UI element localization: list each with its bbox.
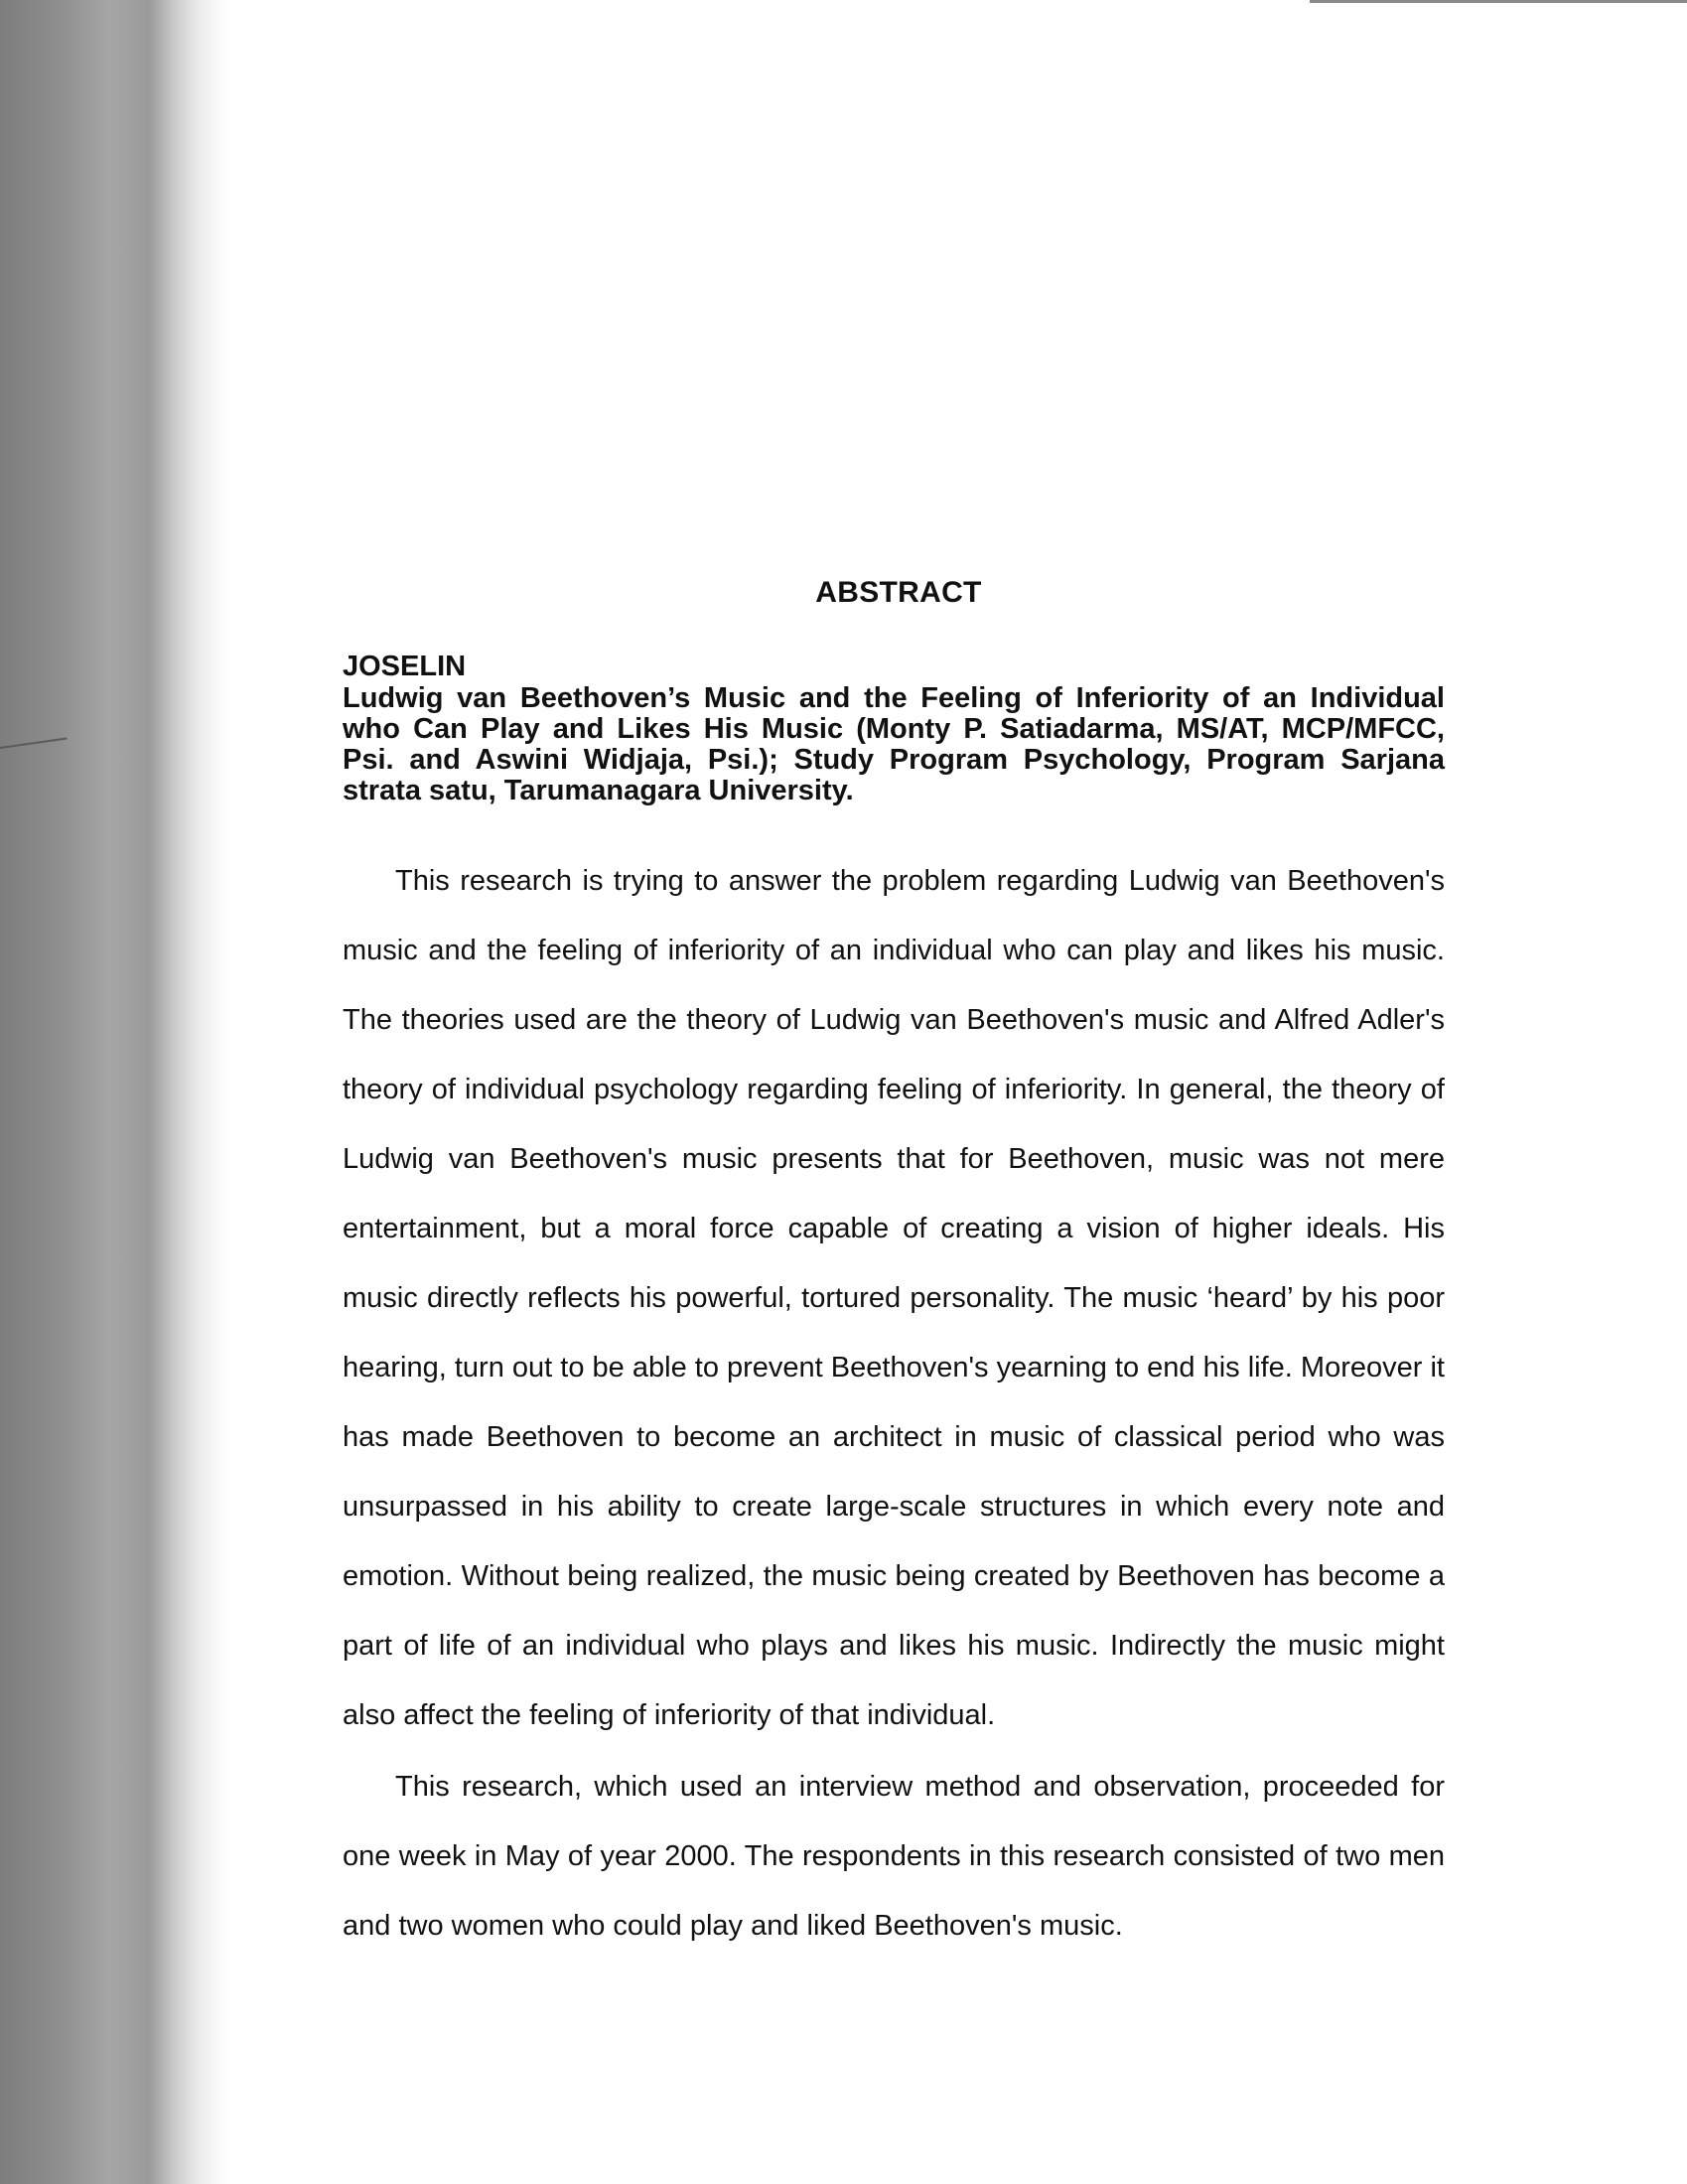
abstract-paragraph-1: This research is trying to answer the problem regarding Ludwig van Beethoven's music and the feeling of inferiority of an individual who can play and likes his music. The theories used are the theory of Ludwig van Beethoven's music and Alfred Adler's theory of individual psychology regarding feeling of inferiority. In general, the theory of Ludwig van Beethoven's music presents that for Beethoven, music was not mere entertainment, but a moral force capable of creating a vision of higher ideals. His music directly reflects his powerful, tortured personality. The music ‘heard’ by his poor hearing, turn out to be able to prevent Beethoven's yearning to end his life. Moreover it has made Beethoven to become an architect in music of classical period who was unsurpassed in his ability to create large-scale structures in which every note and emotion. Without being realized, the music being created by Beethoven has become a part of life of an individual who plays and likes his music. Indirectly the music might also affect the feeling of inferiority of that individual. bbox=[343, 865, 1445, 1731]
author-name: JOSELIN bbox=[343, 651, 467, 682]
abstract-page bbox=[343, 576, 1445, 1961]
abstract-heading: ABSTRACT bbox=[815, 576, 982, 609]
scan-edge-line bbox=[1310, 0, 1687, 3]
thesis-citation: Ludwig van Beethoven’s Music and the Feeling of Inferiority of an Individual who Can Play and Likes His Music (Monty P. Satiadarma, MS/AT, MCP/MFCC, Psi. and Aswini Widjaja, Psi.); Study Program Psychology, Program Sarjana strata satu, Tarumanagara University. bbox=[343, 682, 1445, 806]
scan-binding-shadow bbox=[0, 0, 228, 2184]
abstract-paragraph-2: This research, which used an interview method and observation, proceeded for one week in May of year 2000. The respondents in this research consisted of two men and two women who could play and liked Beethoven's music. bbox=[343, 1771, 1445, 1942]
